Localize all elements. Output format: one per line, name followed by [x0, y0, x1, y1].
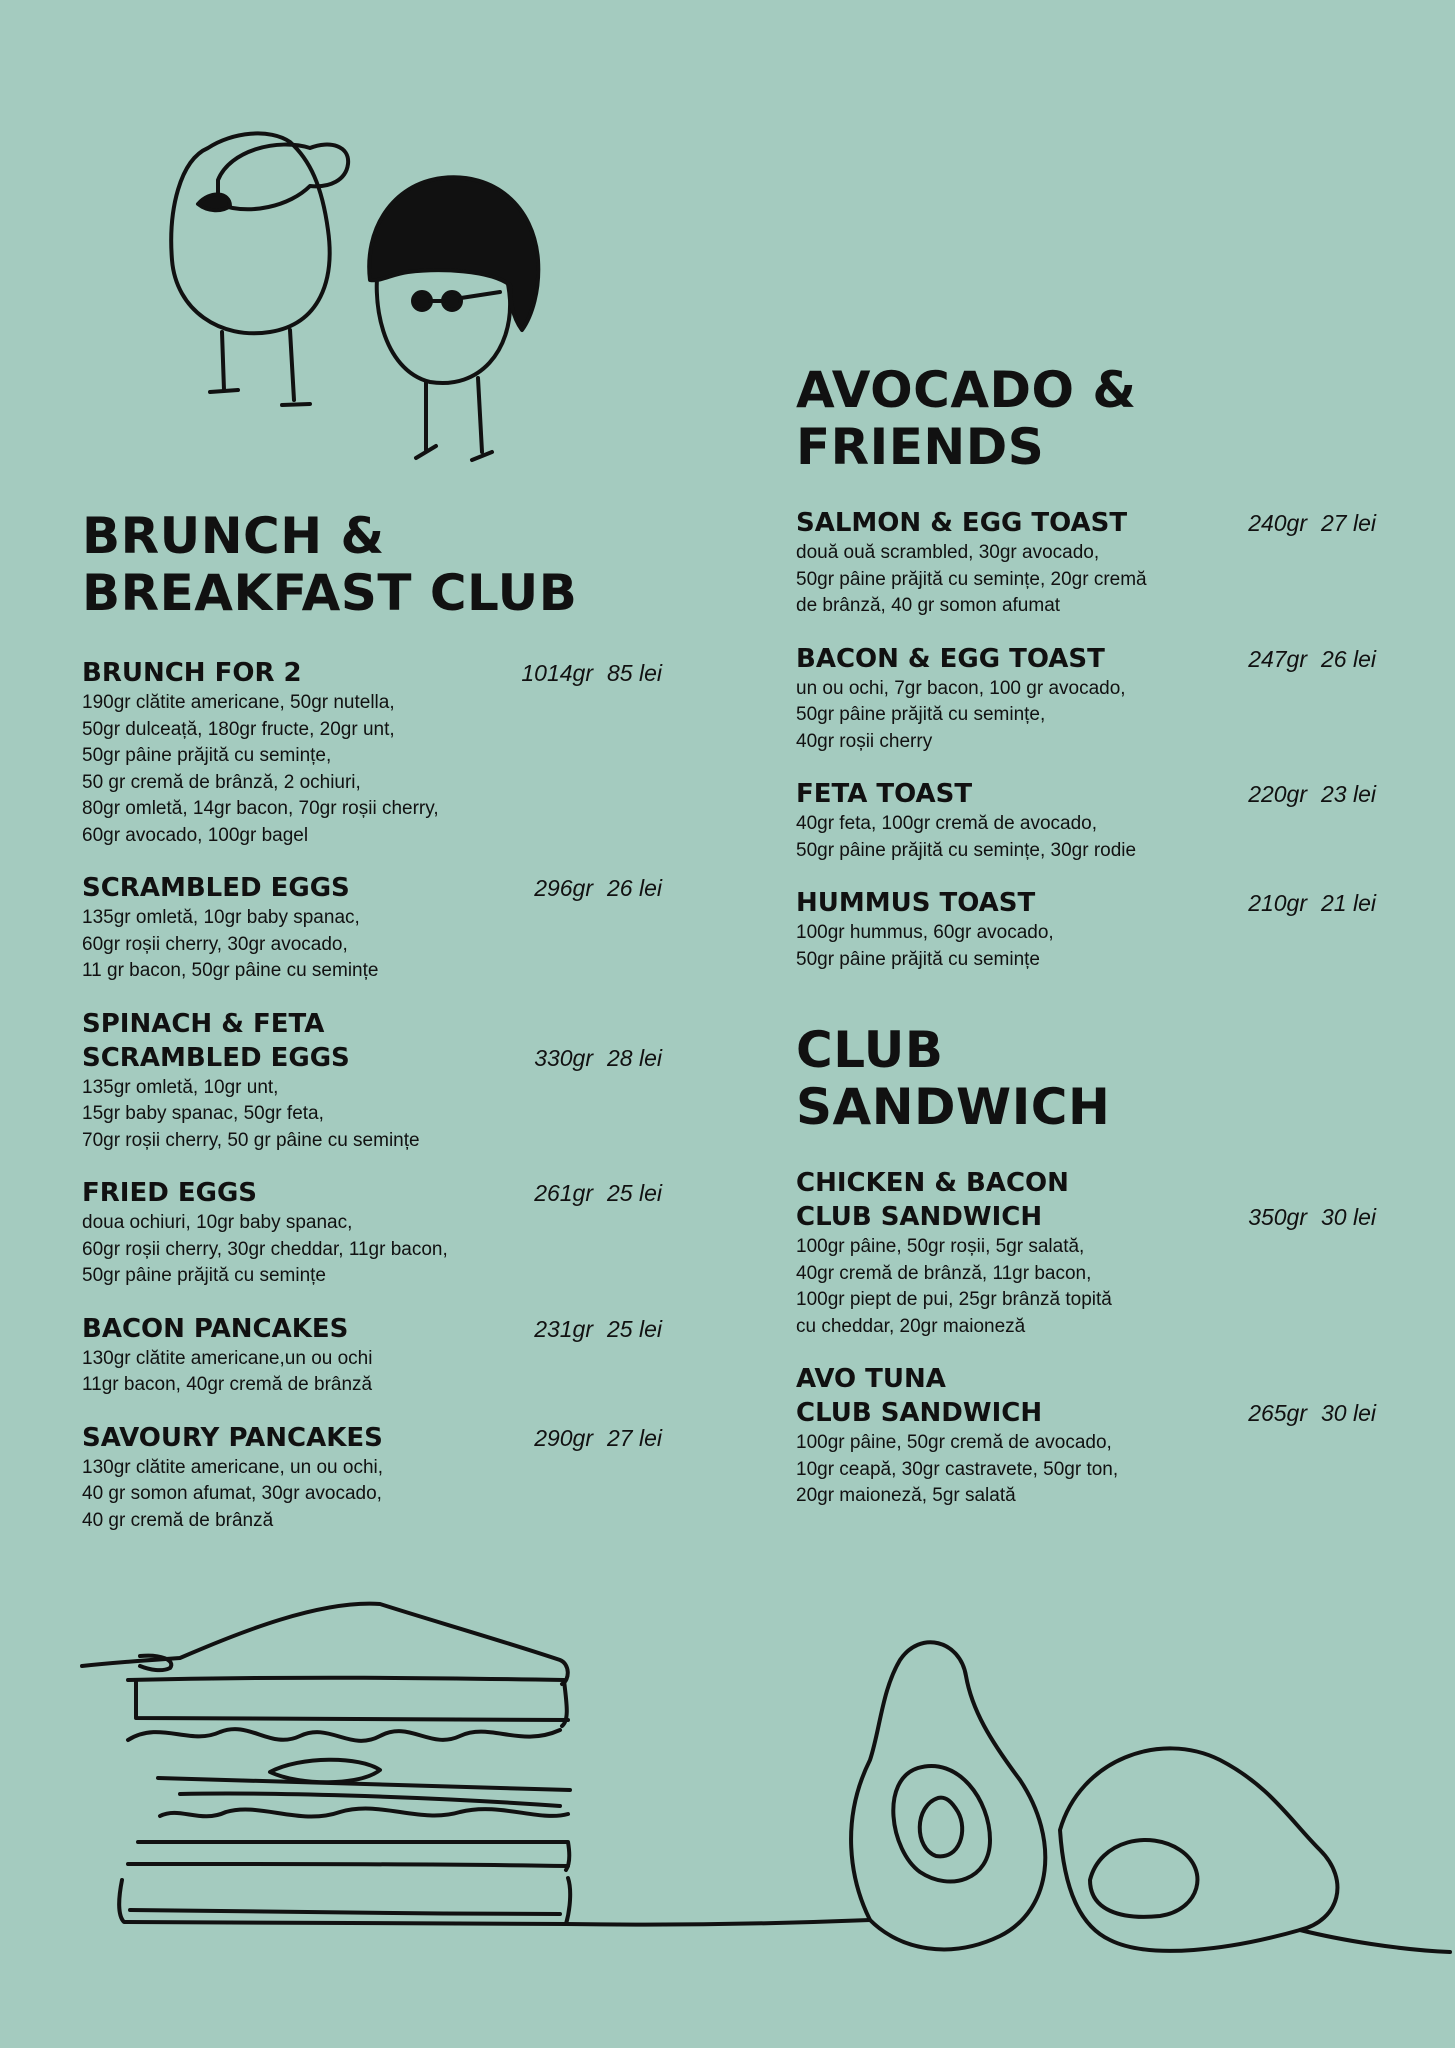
- item-price: [521, 656, 662, 690]
- item-price-value: 21 lei: [1321, 890, 1376, 916]
- item-price-value: 30 lei: [1321, 1204, 1376, 1230]
- item-description: un ou ochi, 7gr bacon, 100 gr avocado, 50gr pâine prăjită cu semințe, 40gr roșii cherry: [796, 677, 1126, 752]
- brunch-title: BRUNCH & BREAKFAST CLUB: [82, 507, 578, 622]
- item-weight: 265gr: [1248, 1400, 1308, 1426]
- item-price: [1248, 1200, 1376, 1234]
- birds-illustration: [160, 120, 580, 470]
- item-price-value: 26 lei: [607, 875, 662, 901]
- sandwich-lettuce: [128, 1729, 560, 1741]
- item-price-value: 27 lei: [1321, 510, 1376, 536]
- item-name: BRUNCH FOR 2: [82, 658, 302, 688]
- item-name: CHICKEN & BACON CLUB SANDWICH: [796, 1168, 1069, 1232]
- club-section: [796, 1022, 1376, 1510]
- item-price-value: 27 lei: [607, 1424, 662, 1451]
- menu-item: [82, 656, 662, 849]
- item-price-value: 85 lei: [607, 660, 662, 686]
- item-price: [1248, 777, 1376, 811]
- item-price: [534, 1041, 662, 1075]
- item-price-value: 23 lei: [1321, 781, 1376, 807]
- club-title: CLUB SANDWICH: [796, 1021, 1111, 1136]
- item-description: 130gr clătite americane, un ou ochi, 40 gr somon afumat, 30gr avocado, 40 gr cremă de brânză: [82, 1456, 384, 1531]
- item-weight: 210gr: [1248, 890, 1308, 916]
- item-description: 100gr pâine, 50gr roșii, 5gr salată, 40gr cremă de brânză, 11gr bacon, 100gr piept de pui, 25gr brânză topită cu cheddar, 20gr maioneză: [796, 1236, 1112, 1337]
- item-weight: 261gr: [534, 1180, 594, 1206]
- item-description: 100gr hummus, 60gr avocado, 50gr pâine prăjită cu semințe: [796, 922, 1054, 970]
- item-price: [534, 1176, 662, 1210]
- brunch-item-list: [82, 656, 662, 1534]
- item-name: AVO TUNA CLUB SANDWICH: [796, 1364, 1043, 1428]
- item-name: SCRAMBLED EGGS: [82, 873, 350, 903]
- item-weight: 296gr: [534, 875, 594, 901]
- menu-item: [796, 886, 1376, 973]
- item-name: FRIED EGGS: [82, 1178, 258, 1208]
- item-name: SPINACH & FETA SCRAMBLED EGGS: [82, 1008, 350, 1073]
- item-description: 135gr omletă, 10gr unt, 15gr baby spanac, 50gr feta, 70gr roșii cherry, 50 gr pâine cu semințe: [82, 1076, 420, 1151]
- item-weight: 231gr: [534, 1315, 594, 1342]
- menu-item: [796, 642, 1376, 756]
- item-weight: 330gr: [534, 1044, 594, 1071]
- club-item-list: [796, 1166, 1376, 1510]
- item-name: FETA TOAST: [796, 779, 973, 809]
- item-price: [1248, 642, 1376, 676]
- menu-item: [82, 1421, 662, 1535]
- item-description: 130gr clătite americane,un ou ochi 11gr bacon, 40gr cremă de brânză: [82, 1347, 373, 1395]
- menu-item: [82, 871, 662, 985]
- left-bird-cap: [218, 145, 348, 210]
- menu-item: [82, 1007, 662, 1155]
- menu-item: [796, 1166, 1376, 1340]
- item-description: 100gr pâine, 50gr cremă de avocado, 10gr ceapă, 30gr castravete, 50gr ton, 20gr maioneză, 5gr salată: [796, 1432, 1119, 1506]
- item-weight: 247gr: [1248, 645, 1308, 672]
- item-price: [534, 871, 662, 905]
- item-price: [1248, 1396, 1376, 1430]
- item-price-value: 25 lei: [607, 1315, 662, 1342]
- item-name: SAVOURY PANCAKES: [82, 1422, 383, 1453]
- menu-item: [796, 1362, 1376, 1510]
- item-price: [1248, 506, 1376, 540]
- avocado-half: [851, 1642, 1045, 1949]
- avocado-whole: [1060, 1748, 1337, 1950]
- avocado-pit: [893, 1766, 990, 1882]
- item-name: HUMMUS TOAST: [796, 888, 1036, 918]
- menu-item: [796, 777, 1376, 864]
- item-price: [1248, 886, 1376, 920]
- avocado-item-list: [796, 506, 1376, 973]
- item-name: BACON & EGG TOAST: [796, 643, 1105, 674]
- item-name: SALMON & EGG TOAST: [796, 508, 1128, 538]
- item-description: 190gr clătite americane, 50gr nutella, 50gr dulceață, 180gr fructe, 20gr unt, 50gr pâine prăjită cu semințe, 50 gr cremă de brânză, 2 ochiuri, 80gr omletă, 14gr bacon, 70gr roșii cherry, 60gr avocado, 100gr bagel: [82, 692, 439, 846]
- item-price-value: 30 lei: [1321, 1400, 1376, 1426]
- item-description: 135gr omletă, 10gr baby spanac, 60gr roșii cherry, 30gr avocado, 11 gr bacon, 50gr pâine cu semințe: [82, 907, 379, 981]
- left-bird-body: [171, 133, 329, 333]
- avocado-title: AVOCADO & FRIENDS: [796, 361, 1137, 476]
- item-weight: 1014gr: [521, 660, 594, 686]
- menu-item: [82, 1176, 662, 1290]
- item-weight: 350gr: [1248, 1204, 1308, 1230]
- menu-item: [796, 506, 1376, 620]
- item-weight: 240gr: [1248, 510, 1308, 536]
- item-price: [534, 1312, 662, 1346]
- item-name: BACON PANCAKES: [82, 1313, 349, 1344]
- item-description: 40gr feta, 100gr cremă de avocado, 50gr pâine prăjită cu semințe, 30gr rodie: [796, 813, 1137, 861]
- item-price-value: 26 lei: [1321, 645, 1376, 672]
- sandwich-avocado-illustration: [0, 1580, 1455, 2000]
- item-price: [534, 1421, 662, 1455]
- item-price-value: 28 lei: [607, 1044, 662, 1071]
- brunch-section: [82, 508, 662, 1534]
- item-description: două ouă scrambled, 30gr avocado, 50gr pâine prăjită cu semințe, 20gr cremă de brânză, 40 gr somon afumat: [796, 542, 1147, 616]
- menu-item: [82, 1312, 662, 1399]
- item-description: doua ochiuri, 10gr baby spanac, 60gr roșii cherry, 30gr cheddar, 11gr bacon, 50gr pâine prăjită cu semințe: [82, 1212, 448, 1286]
- item-weight: 290gr: [534, 1424, 594, 1451]
- item-price-value: 25 lei: [607, 1180, 662, 1206]
- item-weight: 220gr: [1248, 781, 1308, 807]
- avocado-section: [796, 362, 1376, 973]
